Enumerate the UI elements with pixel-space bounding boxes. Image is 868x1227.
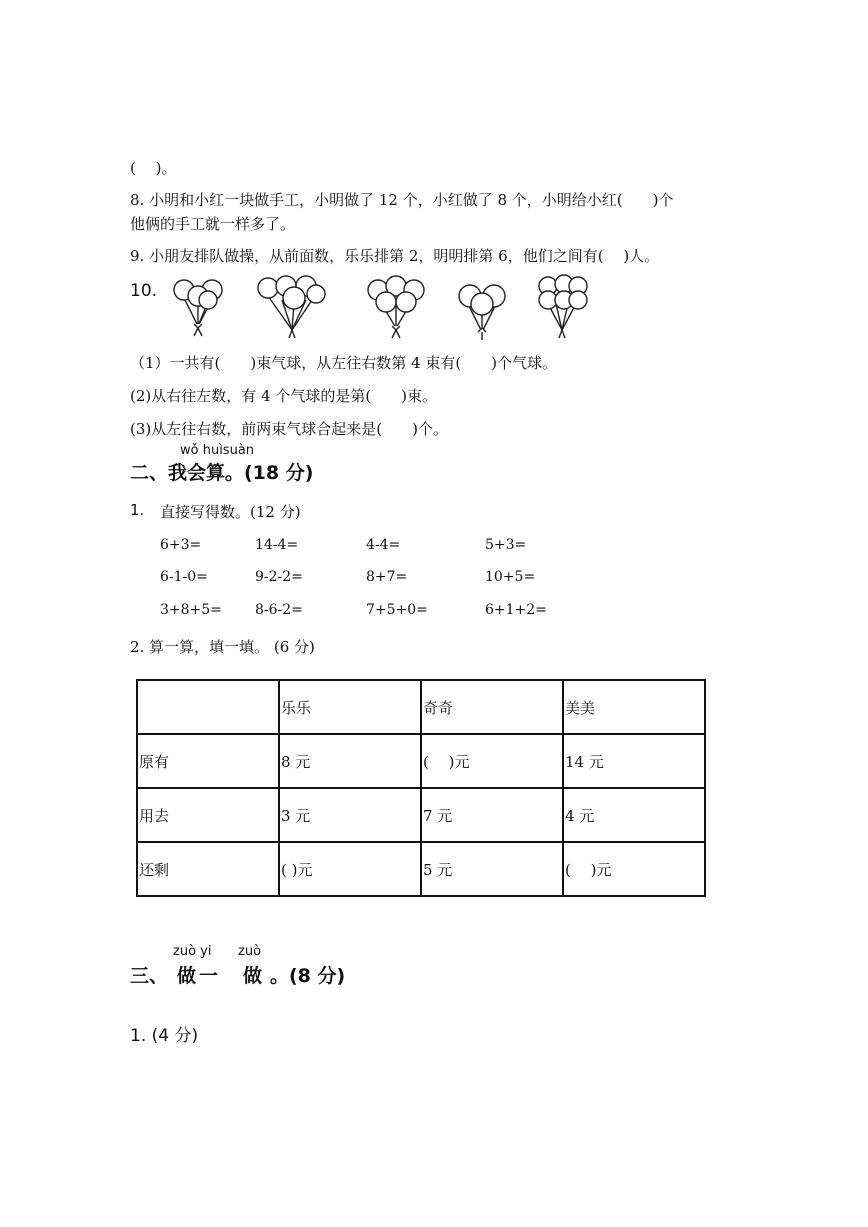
section3-pinyin-2: zuò	[238, 944, 262, 959]
q8-line2: 他俩的手工就一样多了。	[130, 215, 296, 233]
q10-part3: (3)从左往右数，前两束气球合起来是( )个。	[130, 420, 448, 438]
q7-tail: ( )。	[130, 159, 177, 177]
balloon-bunch-3-icon	[366, 276, 426, 340]
table-cell: ( )元	[421, 734, 563, 788]
table-cell: 美美	[563, 680, 705, 734]
section2-title: 二、我会算。(18 分)	[130, 462, 314, 484]
q9: 9. 小朋友排队做操，从前面数，乐乐排第 2，明明排第 6，他们之间有( )人。	[130, 247, 660, 265]
calc-item: 4-4=	[366, 537, 401, 553]
calc-item: 8+7=	[366, 569, 408, 585]
table-row	[137, 734, 705, 788]
table-row	[137, 680, 705, 734]
calc-q1-number: 1.	[130, 501, 145, 519]
table-cell: 4 元	[563, 788, 705, 842]
calc-q2-title: 2. 算一算，填一填。 (6 分)	[130, 638, 315, 656]
table-cell: 7 元	[421, 788, 563, 842]
table-row	[137, 842, 705, 896]
table-cell: 还剩	[137, 842, 279, 896]
table-cell: 乐乐	[279, 680, 421, 734]
calc-item: 9-2-2=	[255, 569, 303, 585]
q8-line1: 8. 小明和小红一块做手工，小明做了 12 个，小红做了 8 个，小明给小红( )个	[130, 191, 674, 209]
section3-title-2: 做	[243, 965, 263, 987]
calc-item: 6-1-0=	[160, 569, 208, 585]
section3-title-suffix: 。(8 分)	[270, 965, 346, 987]
calc-item: 6+3=	[160, 537, 202, 553]
calc-item: 3+8+5=	[160, 602, 222, 618]
section3-pinyin-1: zuò yi	[173, 944, 212, 959]
table-cell: 奇奇	[421, 680, 563, 734]
table-cell: 8 元	[279, 734, 421, 788]
balloon-bunch-5-icon	[534, 276, 590, 340]
table-cell: 原有	[137, 734, 279, 788]
section2-pinyin: wǒ huìsuàn	[180, 443, 255, 458]
calc-item: 14-4=	[255, 537, 299, 553]
balloon-bunch-4-icon	[456, 282, 508, 340]
money-table	[136, 679, 706, 897]
section3-q1: 1. (4 分)	[130, 1026, 199, 1046]
section3-title-1: 做一	[177, 965, 222, 987]
table-cell: 3 元	[279, 788, 421, 842]
calc-item: 8-6-2=	[255, 602, 303, 618]
q10-part1: （1）一共有( )束气球，从左往右数第 4 束有( )个气球。	[130, 354, 558, 372]
section3-title-prefix: 三、	[130, 965, 169, 987]
table-cell: ( )元	[563, 842, 705, 896]
table-cell	[137, 680, 279, 734]
calc-item: 6+1+2=	[485, 602, 547, 618]
balloon-bunch-1-icon	[170, 276, 230, 338]
calc-item: 5+3=	[485, 537, 527, 553]
calc-item: 7+5+0=	[366, 602, 428, 618]
balloon-bunch-2-icon	[254, 276, 328, 340]
calc-q1-title: 直接写得数。(12 分)	[160, 503, 301, 521]
table-cell: 14 元	[563, 734, 705, 788]
table-cell: 5 元	[421, 842, 563, 896]
q10-label: 10.	[130, 281, 158, 301]
table-cell: ( )元	[279, 842, 421, 896]
table-cell: 用去	[137, 788, 279, 842]
calc-item: 10+5=	[485, 569, 536, 585]
q10-part2: (2)从右往左数，有 4 个气球的是第( )束。	[130, 387, 438, 405]
table-row	[137, 788, 705, 842]
